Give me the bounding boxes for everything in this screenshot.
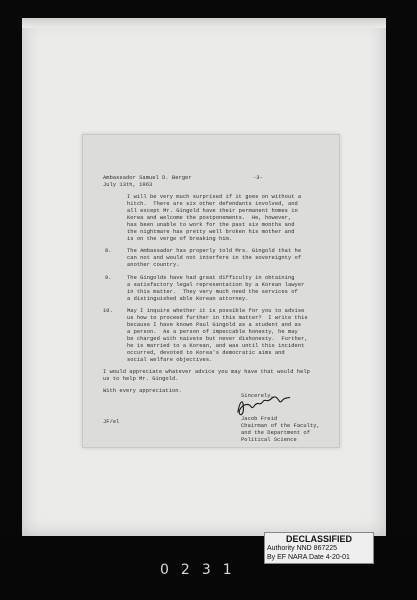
closing-line: With every appreciation.: [103, 388, 182, 394]
text-line: a satisfactory legal representation by a Korean lawyer: [127, 282, 305, 288]
text-line: May I inquire whether it is possible for you to advise: [127, 308, 305, 314]
text-line: occurred, devoted to Korea's democratic aims and: [127, 350, 285, 356]
sheet-shadow: [22, 18, 386, 28]
text-line: is on the verge of breaking him.: [127, 236, 233, 242]
text-line: the nightmare has pretty well broken his mother and: [127, 229, 295, 235]
item-number: 10.: [103, 308, 113, 314]
declassified-stamp: [264, 532, 374, 564]
reference-initials: JF/el: [103, 419, 120, 425]
signer-title: Chairman of the Faculty,: [241, 423, 320, 429]
text-line: us to help Mr. Gingold.: [103, 376, 179, 382]
page-number: -3-: [253, 175, 263, 181]
text-line: a person. As a person of impeccable honesty, he may: [127, 329, 298, 335]
text-line: I would appreciate whatever advice you may have that would help: [103, 369, 310, 375]
stamp-date: By EF NARA Date 4-20-01: [267, 554, 350, 561]
text-line: Korea and welcome the postponements. He, however,: [127, 215, 292, 221]
text-line: The Ambassador has properly told Mrs. Gingold that he: [127, 248, 302, 254]
valediction: Sincerely,: [241, 393, 274, 399]
text-line: because I have known Paul Gingold as a student and as: [127, 322, 302, 328]
text-line: hitch. There are six other defendants involved, and: [127, 201, 298, 207]
letter-page: [82, 134, 340, 448]
text-line: can not and would not interfere in the sovereignty of: [127, 255, 302, 261]
text-line: The Gingolds have had great difficulty in obtaining: [127, 275, 295, 281]
text-line: be charged with naivete but never dishonesty. Further,: [127, 336, 308, 342]
item-number: 8.: [105, 248, 112, 254]
signer-title: Political Science: [241, 437, 297, 443]
stamp-title: DECLASSIFIED: [285, 534, 352, 544]
text-line: has been unable to work for the past six months and: [127, 222, 295, 228]
addressee: Ambassador Samuel D. Berger: [103, 175, 192, 181]
frame-number: 0231: [160, 562, 244, 578]
text-line: another country.: [127, 262, 180, 268]
item-number: 9.: [105, 275, 112, 281]
text-line: social welfare objectives.: [127, 357, 213, 363]
text-line: I will be very much surprised if it goes on without a: [127, 194, 302, 200]
text-line: us how to proceed further in this matter? I write this: [127, 315, 308, 321]
stamp-authority: Authority NND 867225: [267, 545, 338, 552]
letter-date: July 13th, 1963: [103, 182, 153, 188]
text-line: he is married to a Korean, and was until this incident: [127, 343, 305, 349]
text-line: in this matter. They very much need the services of: [127, 289, 298, 295]
signer-name: Jacob Freid: [241, 416, 278, 422]
text-line: all except Mr. Gingold have their permanent homes in: [127, 208, 298, 214]
text-line: a distinguished able Korean attorney.: [127, 296, 249, 302]
signer-title: and the Department of: [241, 430, 310, 436]
